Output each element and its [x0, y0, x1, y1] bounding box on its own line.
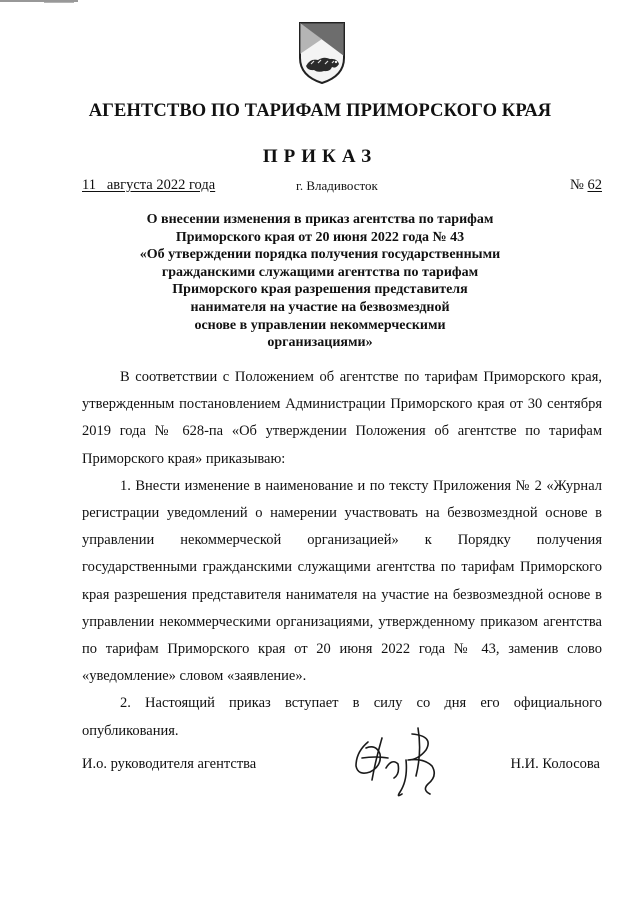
- item-2-paragraph: 2. Настоящий приказ вступает в силу со дня его официального опубликования.: [82, 695, 602, 739]
- subject-line: Приморского края разрешения представителя: [172, 282, 468, 298]
- signatory-name: Н.И. Колосова: [510, 756, 600, 772]
- subject-line: Приморского края от 20 июня 2022 года № 43: [175, 229, 465, 245]
- order-subject: [120, 211, 520, 352]
- signatory-position: И.о. руководителя агентства: [82, 756, 257, 772]
- item-1-paragraph: 1. Внести изменение в наименование и по тексту Приложения № 2 «Журнал регистрации уведомлений о намерении участвовать на безвозмездной основе в управлении некоммерческой организацией» к Порядку получения государственными гражданскими служащими агентства по тарифам Приморского края разрешения представителя нанимателя на участие на безвозмездной основе в управлении некоммерческими организациями, утвержденному приказом агентства по тарифам Приморского края от 20 июня 2022 года № 43, заменив слово «уведомление» словом «заявление».: [82, 477, 602, 685]
- number-value: 62: [587, 177, 602, 193]
- document-type: ПРИКАЗ: [262, 146, 378, 167]
- agency-title: АГЕНТСТВО ПО ТАРИФАМ ПРИМОРСКОГО КРАЯ: [88, 101, 552, 121]
- subject-line: основе в управлении некоммерческими: [194, 317, 446, 333]
- subject-line: нанимателя на участие на безвозмездной: [190, 299, 450, 315]
- handwritten-signature-icon: [346, 722, 464, 802]
- number-label: №: [570, 177, 584, 193]
- preamble-paragraph: В соответствии с Положением об агентстве по тарифам Приморского края, утвержденным постановлением Администрации Приморского края от 30 сентября 2019 года № 628-па «Об утверждении Положения об агентстве по тарифам Приморского края» приказываю:: [82, 369, 602, 467]
- order-number: [570, 177, 602, 194]
- subject-line: гражданскими служащими агентства по тарифам: [161, 264, 479, 280]
- subject-line: организациями»: [267, 335, 373, 351]
- subject-line: «Об утверждении порядка получения государственными: [139, 247, 501, 263]
- scan-artifact: [44, 2, 74, 3]
- coat-of-arms-icon: [297, 20, 347, 86]
- order-date: 11 августа 2022 года: [82, 177, 216, 193]
- order-body: [82, 364, 602, 745]
- order-city: г. Владивосток: [296, 178, 378, 193]
- subject-line: О внесении изменения в приказ агентства по тарифам: [146, 212, 494, 227]
